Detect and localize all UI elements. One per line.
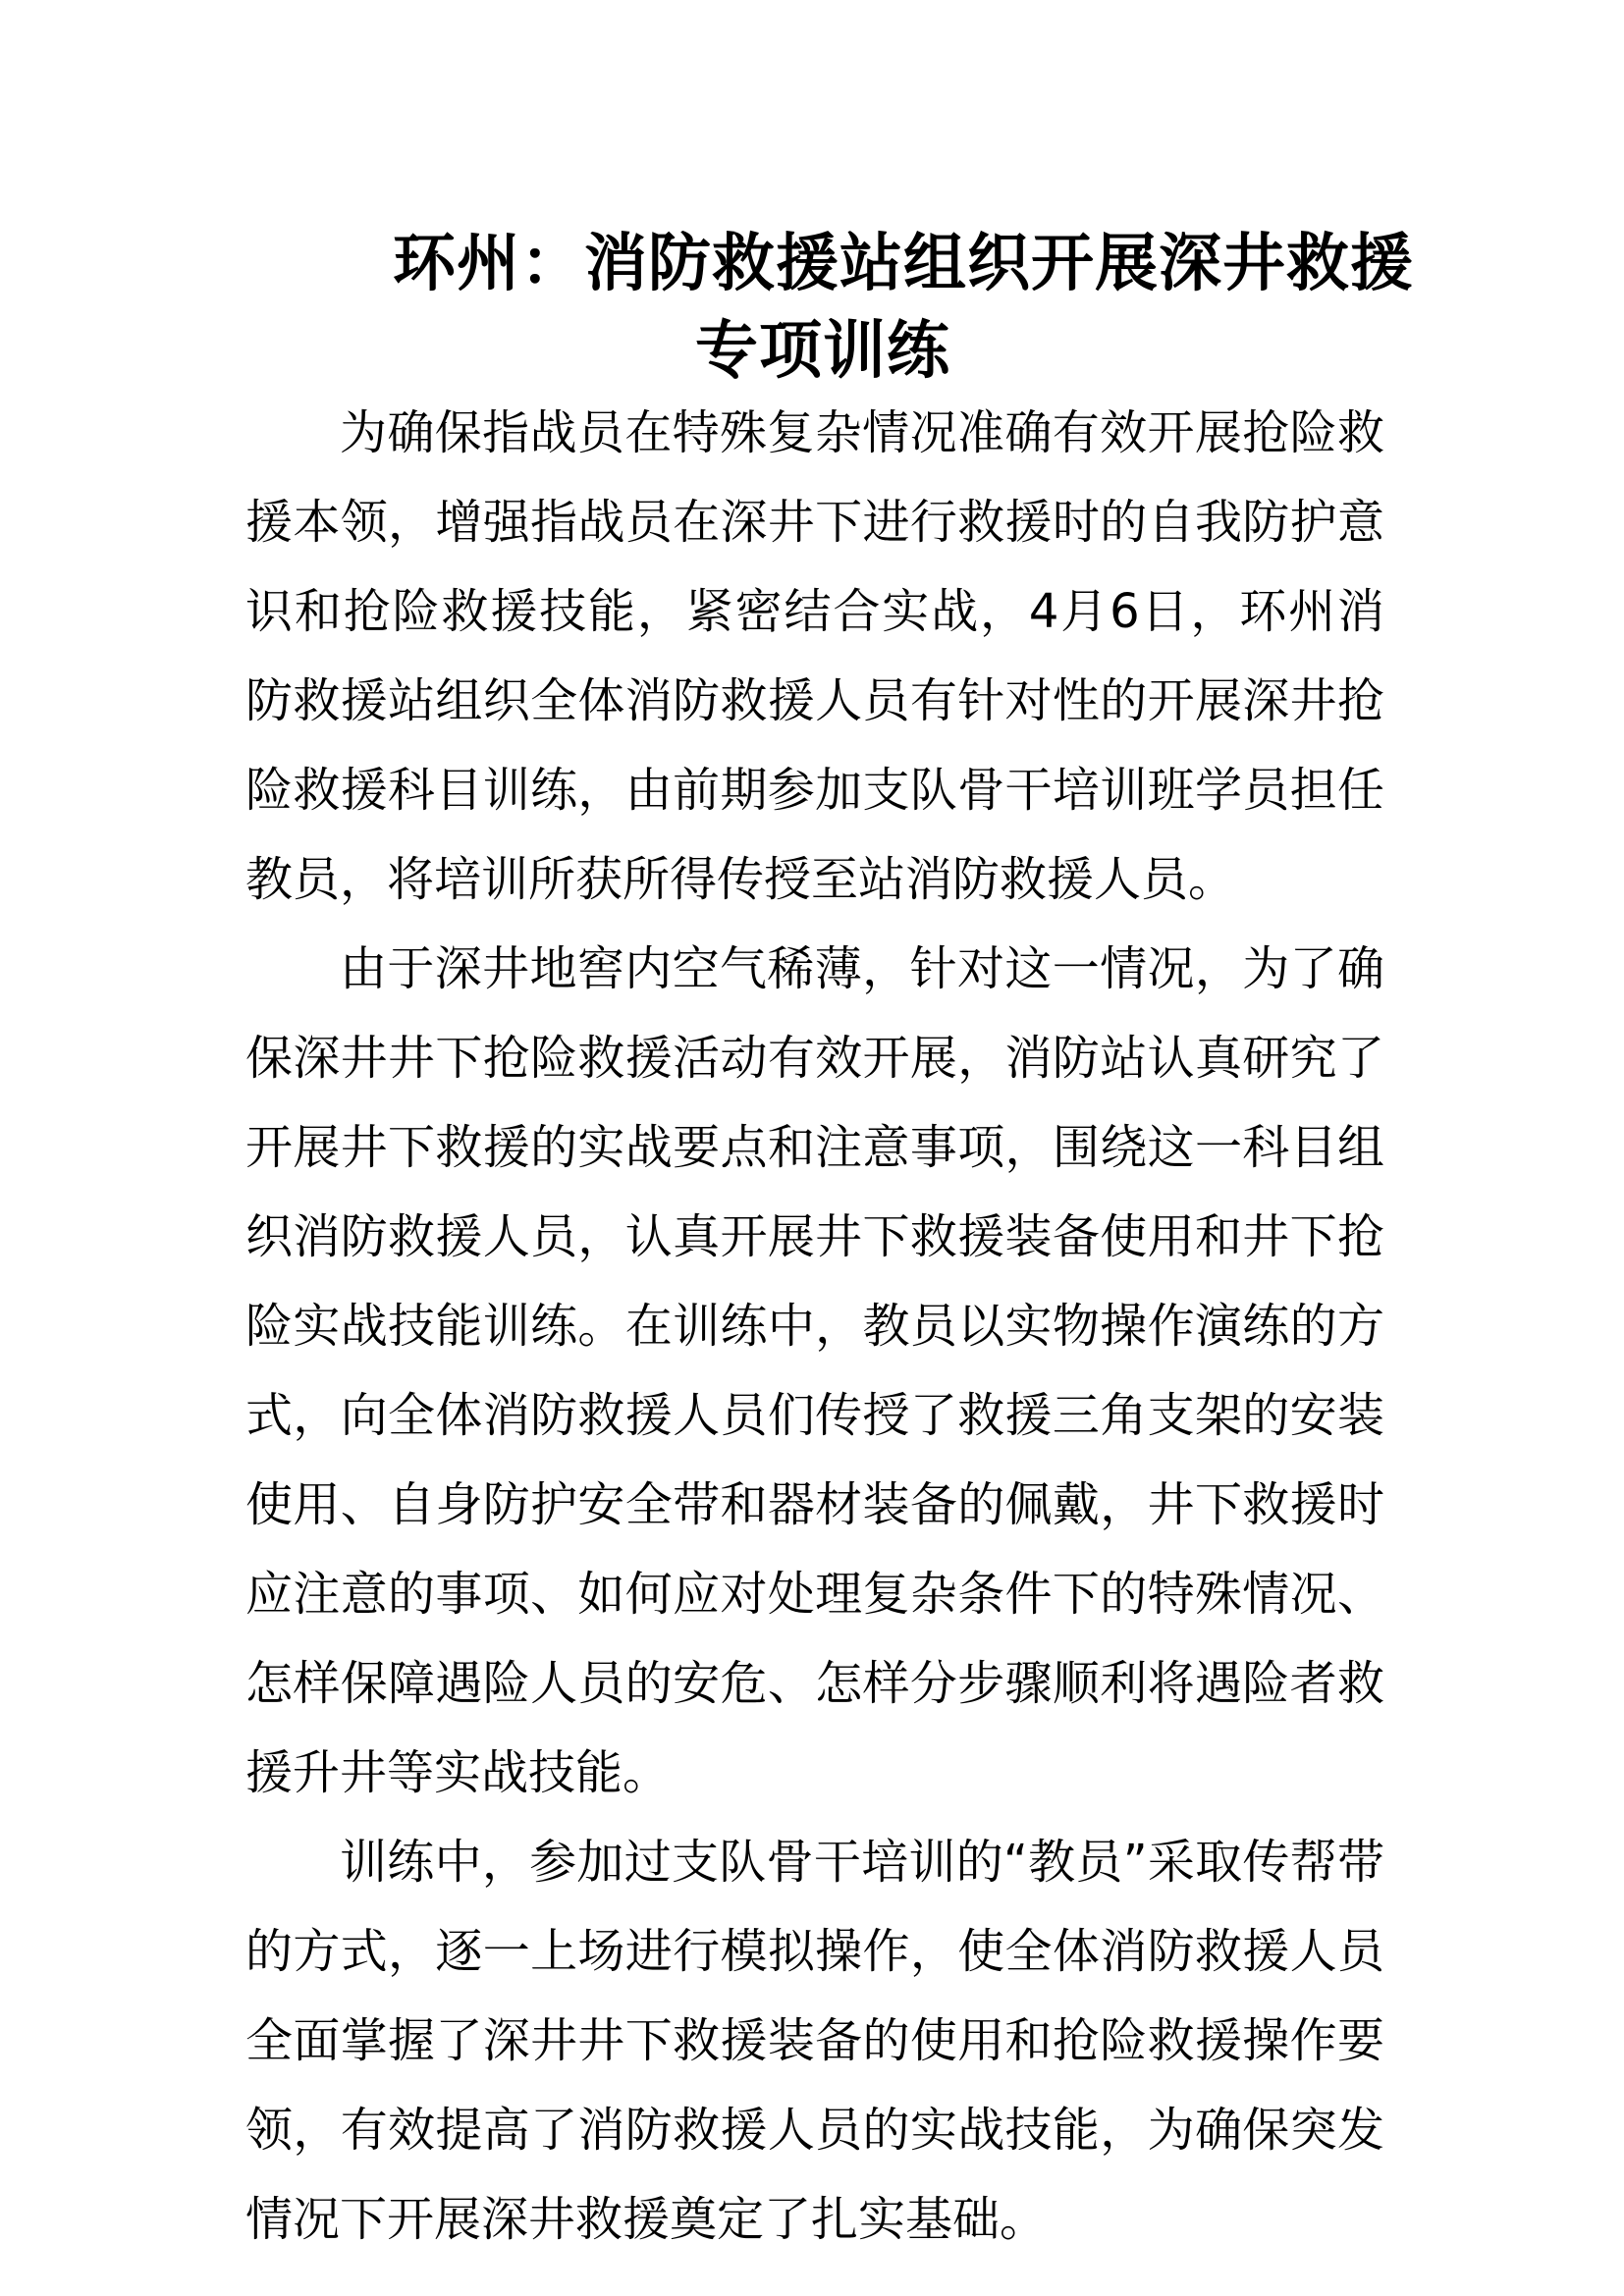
document-body: [245, 389, 1384, 2265]
document-title-line-2: 专项训练: [695, 314, 950, 388]
document-title-line-1: 环州：消防救援站组织开展深井救援: [393, 227, 1414, 300]
paragraph-3: 训练中，参加过支队骨干培训的“教员”采取传帮带的方式，逐一上场进行模拟操作，使全体消防救援人员全面掌握了深井井下救援装备的使用和抢险救援操作要领，有效提高了消防救援人员的实战技能，为确保突发情况下开展深井救援奠定了扎实基础。: [245, 1835, 1384, 2247]
paragraph-2: 由于深井地窖内空气稀薄，针对这一情况，为了确保深井井下抢险救援活动有效开展，消防站认真研究了开展井下救援的实战要点和注意事项，围绕这一科目组织消防救援人员，认真开展井下救援装备使用和井下抢险实战技能训练。在训练中，教员以实物操作演练的方式，向全体消防救援人员们传授了救援三角支架的安装使用、自身防护安全带和器材装备的佩戴，井下救援时应注意的事项、如何应对处理复杂条件下的特殊情况、怎样保障遇险人员的安危、怎样分步骤顺利将遇险者救援升井等实战技能。: [245, 941, 1384, 1800]
paragraph-1: 为确保指战员在特殊复杂情况准确有效开展抢险救援本领，增强指战员在深井下进行救援时的自我防护意识和抢险救援技能，紧密结合实战，4月6日，环州消防救援站组织全体消防救援人员有针对性的开展深井抢险救援科目训练，由前期参加支队骨干培训班学员担任教员，将培训所获所得传授至站消防救援人员。: [245, 405, 1384, 907]
